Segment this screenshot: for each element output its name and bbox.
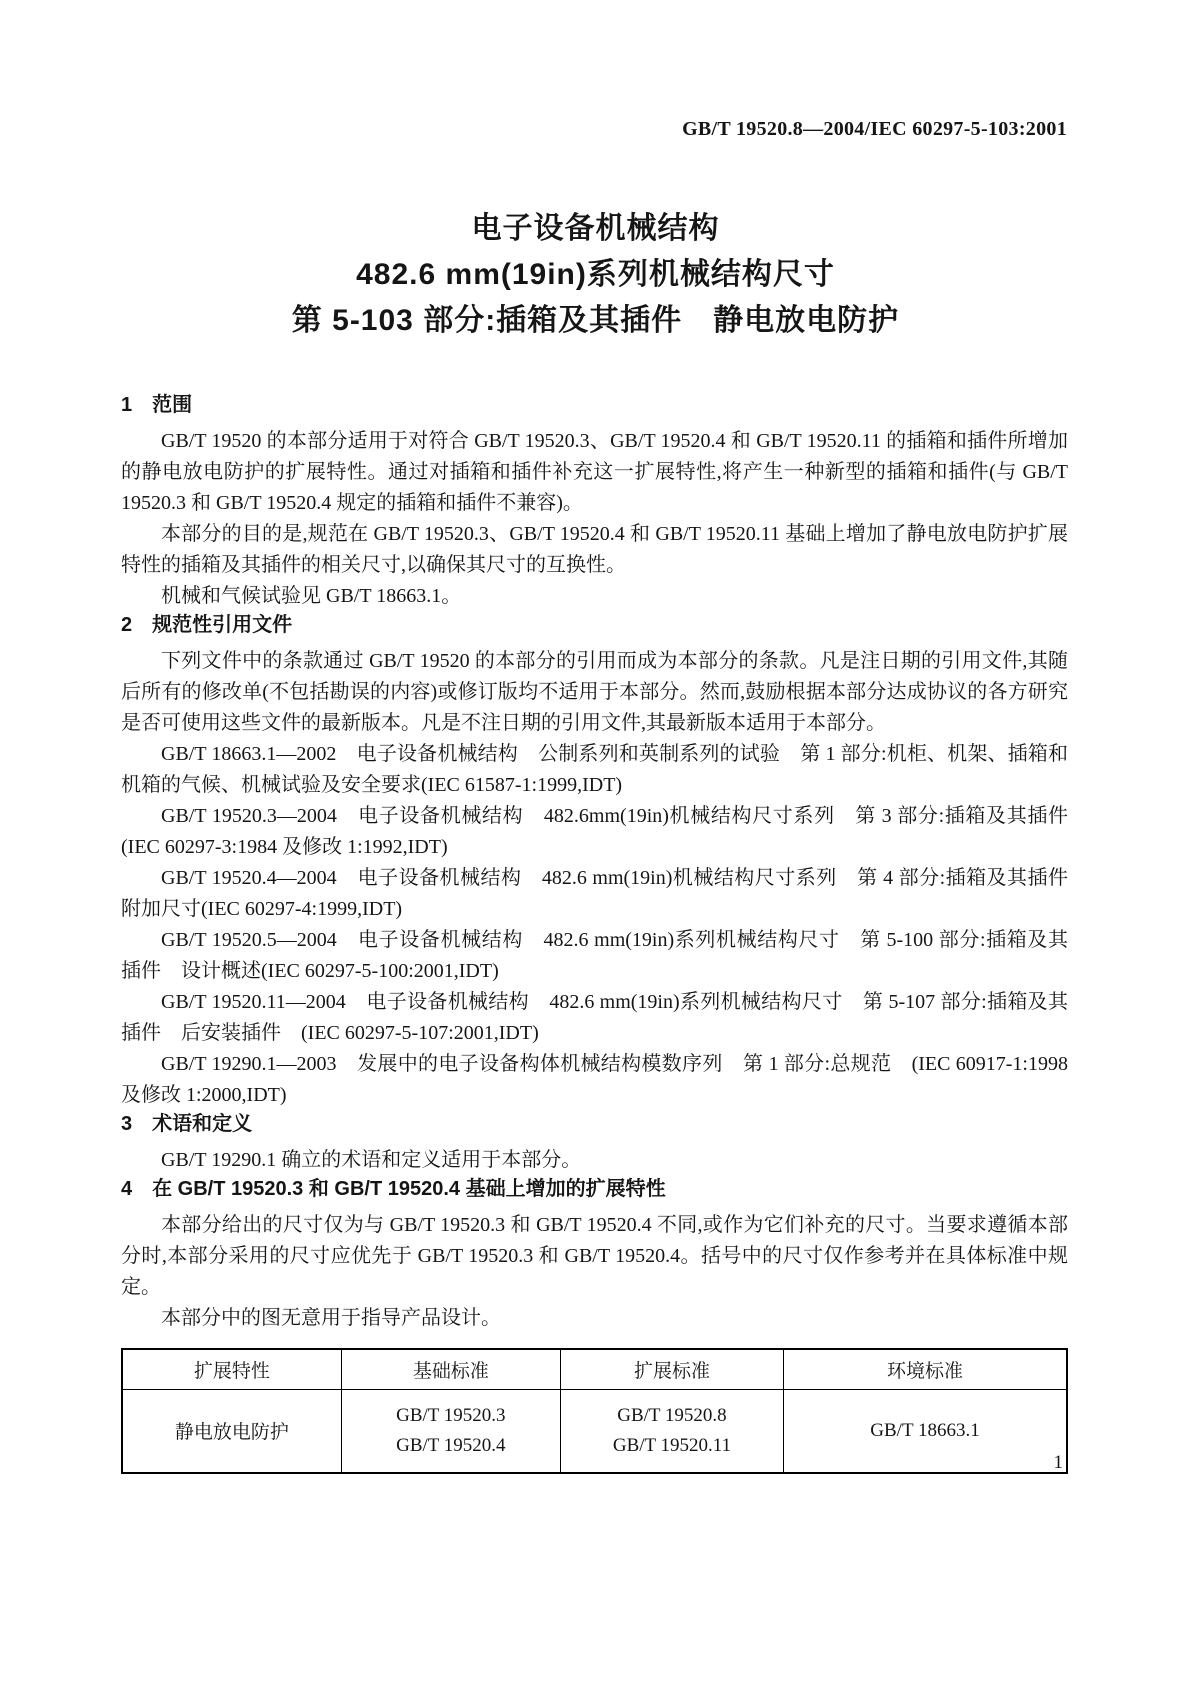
cell-extension-standards	[560, 1389, 783, 1473]
section-1-paragraph-1: GB/T 19520 的本部分适用于对符合 GB/T 19520.3、GB/T 19520.4 和 GB/T 19520.11 的插箱和插件所增加的静电放电防护的扩展特性。通过对插箱和插件补充这一扩展特性,将产生一种新型的插箱和插件(与 GB/T 19520.3 和 GB/T 19520.4 规定的插箱和插件不兼容)。	[121, 430, 1068, 514]
section-4-heading: 4 在 GB/T 19520.3 和 GB/T 19520.4 基础上增加的扩展特性	[121, 1178, 666, 1200]
table-header-feature: 扩展特性	[122, 1349, 341, 1389]
table-row	[122, 1389, 1067, 1473]
section-2-paragraph-1: 下列文件中的条款通过 GB/T 19520 的本部分的引用而成为本部分的条款。凡是注日期的引用文件,其随后所有的修改单(不包括勘误的内容)或修订版均不适用于本部分。然而,鼓励根据本部分达成协议的各方研究是否可使用这些文件的最新版本。凡是不注日期的引用文件,其最新版本适用于本部分。	[121, 650, 1068, 734]
section-terms-definitions	[121, 1111, 1068, 1176]
doc-title-line-3: 第 5-103 部分:插箱及其插件 静电放电防护	[291, 304, 900, 337]
page-number: 1	[1053, 1452, 1063, 1473]
extension-standard-line-1: GB/T 19520.8	[617, 1404, 727, 1426]
section-2-reference-2: GB/T 19520.3—2004 电子设备机械结构 482.6mm(19in)机械结构尺寸系列 第 3 部分:插箱及其插件(IEC 60297-3:1984 及修改 1:1992,IDT)	[121, 805, 1068, 858]
section-extended-characteristics	[121, 1176, 1068, 1334]
table-header-row	[122, 1349, 1067, 1389]
base-standard-line-2: GB/T 19520.4	[396, 1434, 506, 1456]
cell-base-standards	[341, 1389, 560, 1473]
section-4-paragraph-2: 本部分中的图无意用于指导产品设计。	[161, 1307, 501, 1329]
section-scope	[121, 392, 1068, 612]
section-3-heading: 3 术语和定义	[121, 1113, 253, 1135]
section-normative-references	[121, 612, 1088, 1111]
doc-title-line-1: 电子设备机械结构	[471, 212, 720, 245]
title-block	[0, 206, 1191, 344]
extension-standard-line-2: GB/T 19520.11	[612, 1434, 732, 1456]
section-2-reference-1: GB/T 18663.1—2002 电子设备机械结构 公制系列和英制系列的试验 第 1 部分:机柜、机架、插箱和机箱的气候、机械试验及安全要求(IEC 61587-1:1999,IDT)	[121, 743, 1068, 796]
section-2-heading: 2 规范性引用文件	[121, 614, 293, 636]
cell-environment-standard: GB/T 18663.1	[783, 1389, 1067, 1473]
section-2-reference-5: GB/T 19520.11—2004 电子设备机械结构 482.6 mm(19in)系列机械结构尺寸 第 5-107 部分:插箱及其插件 后安装插件 (IEC 60297-5-107:2001,IDT)	[121, 991, 1068, 1044]
section-2-reference-6: GB/T 19290.1—2003 发展中的电子设备构体机械结构模数序列 第 1 部分:总规范 (IEC 60917-1:1998 及修改 1:2000,IDT)	[121, 1053, 1068, 1106]
base-standard-line-1: GB/T 19520.3	[396, 1404, 506, 1426]
section-2-reference-4: GB/T 19520.5—2004 电子设备机械结构 482.6 mm(19in)系列机械结构尺寸 第 5-100 部分:插箱及其插件 设计概述(IEC 60297-5-100:2001,IDT)	[121, 929, 1068, 982]
extension-characteristics-table	[121, 1348, 1068, 1474]
table-header-environment-standard: 环境标准	[783, 1349, 1067, 1389]
doc-number: GB/T 19520.8—2004/IEC 60297-5-103:2001	[682, 118, 1067, 140]
section-4-paragraph-1: 本部分给出的尺寸仅为与 GB/T 19520.3 和 GB/T 19520.4 不同,或作为它们补充的尺寸。当要求遵循本部分时,本部分采用的尺寸应优先于 GB/T 19520.3 和 GB/T 19520.4。括号中的尺寸仅作参考并在具体标准中规定。	[121, 1214, 1068, 1298]
table-header-extension-standard: 扩展标准	[560, 1349, 783, 1389]
cell-feature: 静电放电防护	[122, 1389, 341, 1473]
section-1-paragraph-3: 机械和气候试验见 GB/T 18663.1。	[161, 585, 462, 607]
table-header-base-standard: 基础标准	[341, 1349, 560, 1389]
document-body	[121, 392, 1088, 1474]
section-3-paragraph-1: GB/T 19290.1 确立的术语和定义适用于本部分。	[161, 1149, 582, 1171]
section-1-paragraph-2: 本部分的目的是,规范在 GB/T 19520.3、GB/T 19520.4 和 GB/T 19520.11 基础上增加了静电放电防护扩展特性的插箱及其插件的相关尺寸,以确保其尺寸的互换性。	[121, 523, 1068, 576]
section-2-reference-3: GB/T 19520.4—2004 电子设备机械结构 482.6 mm(19in)机械结构尺寸系列 第 4 部分:插箱及其插件 附加尺寸(IEC 60297-4:1999,IDT)	[121, 867, 1088, 920]
section-1-heading: 1 范围	[121, 394, 193, 416]
doc-title-line-2: 482.6 mm(19in)系列机械结构尺寸	[356, 258, 835, 291]
